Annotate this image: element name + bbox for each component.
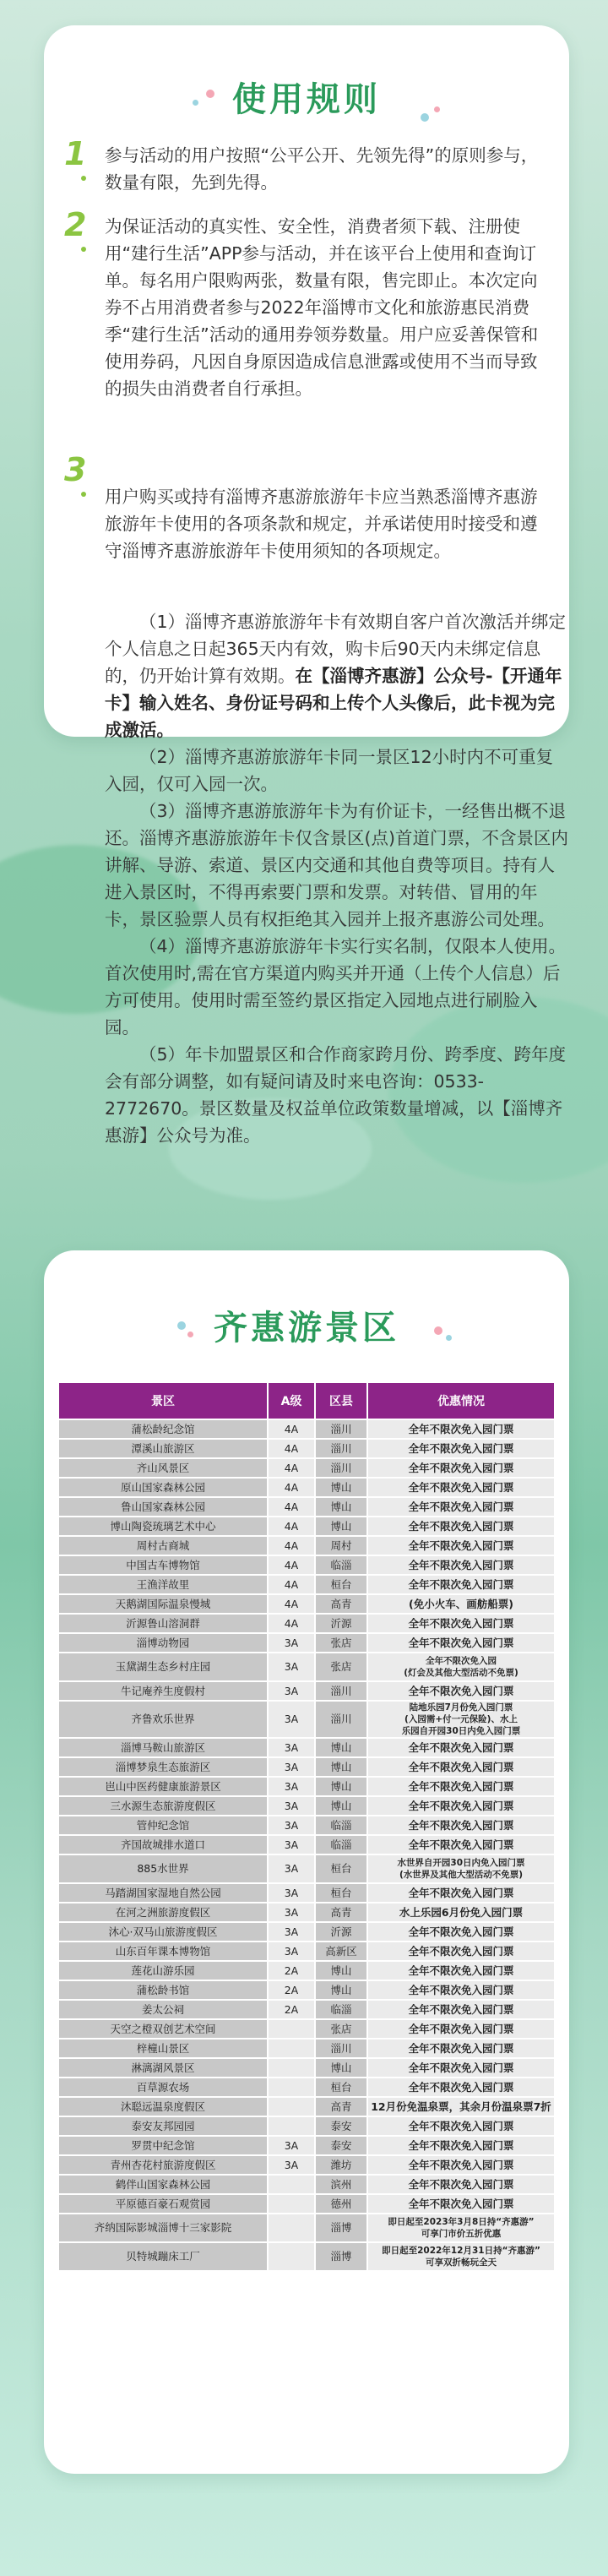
cell-scenic: 齐国故城排水道口 — [58, 1835, 268, 1854]
cell-scenic: 齐山风景区 — [58, 1458, 268, 1478]
table-row — [58, 1536, 555, 1555]
rules-title: 使用规则 — [227, 73, 386, 121]
cell-offer: 全年不限次免入园门票 — [367, 1419, 555, 1439]
rule-3-item-3: （3）淄博齐惠游旅游年卡为有价证卡，一经售出概不退还。淄博齐惠游旅游年卡仅含景区(点)首道门票，不含景区内讲解、导游、索道、景区内交通和其他自费等项目。持有人进入景区时，不得再索要门票和发票。对转借、冒用的年卡，景区验票人员有权拒绝其入园并上报齐惠游公司处理。 — [105, 801, 568, 929]
cell-offer: 全年不限次免入园门票 — [367, 2175, 555, 2194]
cell-grade: 4A — [268, 1536, 315, 1555]
table-row — [58, 1922, 555, 1942]
cell-district: 沂源 — [315, 1614, 367, 1633]
table-row — [58, 2097, 555, 2116]
cell-offer: 全年不限次免入园门票 — [367, 1835, 555, 1854]
table-row — [58, 1478, 555, 1497]
table-row — [58, 2116, 555, 2136]
cell-grade: 3A — [268, 1777, 315, 1796]
cell-scenic: 贝特城蹦床工厂 — [58, 2242, 268, 2271]
cell-grade — [268, 2019, 315, 2039]
cell-offer: 全年不限次免入园门票 — [367, 1439, 555, 1458]
cell-scenic: 原山国家森林公园 — [58, 1478, 268, 1497]
cell-district: 博山 — [315, 1961, 367, 1980]
table-row — [58, 1777, 555, 1796]
cell-scenic: 天鹅湖国际温泉慢城 — [58, 1594, 268, 1614]
cell-grade: 2A — [268, 1961, 315, 1980]
cell-offer: 全年不限次免入园门票 — [367, 2000, 555, 2019]
cell-district: 临淄 — [315, 2000, 367, 2019]
cell-grade — [268, 2194, 315, 2214]
cell-offer: 全年不限次免入园门票 — [367, 1738, 555, 1757]
cell-grade: 4A — [268, 1478, 315, 1497]
cell-offer: 全年不限次免入园门票 — [367, 1555, 555, 1575]
cell-grade: 3A — [268, 1757, 315, 1777]
cell-offer: 全年不限次免入园门票 — [367, 1517, 555, 1536]
decor-dot — [193, 100, 198, 106]
cell-scenic: 蒲松龄纪念馆 — [58, 1419, 268, 1439]
cell-district: 淄川 — [315, 1439, 367, 1458]
cell-district: 德州 — [315, 2194, 367, 2214]
cell-grade: 3A — [268, 1681, 315, 1701]
decor-dot — [187, 1332, 193, 1337]
cell-scenic: 淄博马鞍山旅游区 — [58, 1738, 268, 1757]
cell-scenic: 泰安友邦园园 — [58, 2116, 268, 2136]
table-row — [58, 2039, 555, 2058]
cell-district: 淄川 — [315, 1701, 367, 1738]
cell-district: 淄川 — [315, 1681, 367, 1701]
cell-offer: 全年不限次免入园门票 — [367, 2116, 555, 2136]
table-row — [58, 1816, 555, 1835]
rule-2 — [105, 213, 547, 402]
cell-offer: 全年不限次免入园门票 — [367, 1633, 555, 1653]
table-row — [58, 1854, 555, 1883]
cell-offer: 全年不限次免入园门票 — [367, 1575, 555, 1594]
cell-grade: 2A — [268, 1980, 315, 2000]
cell-grade: 4A — [268, 1458, 315, 1478]
cell-scenic: 三水源生态旅游度假区 — [58, 1796, 268, 1816]
table-row — [58, 1681, 555, 1701]
cell-grade: 4A — [268, 1439, 315, 1458]
cell-district: 淄博 — [315, 2242, 367, 2271]
cell-district: 高青 — [315, 1903, 367, 1922]
cell-district: 淄川 — [315, 1419, 367, 1439]
cell-scenic: 管仲纪念馆 — [58, 1816, 268, 1835]
cell-district: 张店 — [315, 1653, 367, 1681]
cell-grade: 4A — [268, 1575, 315, 1594]
cell-scenic: 牛记庵养生度假村 — [58, 1681, 268, 1701]
decor-dot — [81, 492, 86, 497]
cell-grade: 2A — [268, 2000, 315, 2019]
decor-dot — [81, 176, 86, 181]
table-row — [58, 2242, 555, 2271]
cell-district: 泰安 — [315, 2116, 367, 2136]
table-row — [58, 2194, 555, 2214]
cell-grade: 4A — [268, 1419, 315, 1439]
cell-district: 临淄 — [315, 1816, 367, 1835]
table-row — [58, 2214, 555, 2242]
table-row — [58, 1835, 555, 1854]
scenic-title-wrap — [44, 1301, 569, 1349]
rule-3-text: 用户购买或持有淄博齐惠游旅游年卡应当熟悉淄博齐惠游旅游年卡使用的各项条款和规定，并承诺使用时接受和遵守淄博齐惠游旅游年卡使用须知的各项规定。 — [105, 487, 538, 561]
cell-district: 滨州 — [315, 2175, 367, 2194]
rule-3-item-1: （1）淄博齐惠游旅游年卡有效期自客户首次激活并绑定个人信息之日起365天内有效，购卡后90天内未绑定信息的，仍开始计算有效期。在【淄博齐惠游】公众号-【开通年卡】输入姓名、身份证号码和上传个人头像后，此卡视为完成激活。 — [105, 612, 567, 740]
cell-offer: 水上乐园6月份免入园门票 — [367, 1903, 555, 1922]
cell-offer: 全年不限次免入园门票 — [367, 2039, 555, 2058]
rule-3-item-4: （4）淄博齐惠游旅游年卡实行实名制，仅限本人使用。首次使用时,需在官方渠道内购买并开通（上传个人信息）后方可使用。使用时需至签约景区指定入园地点进行刷脸入园。 — [105, 936, 567, 1037]
rule-number-2: 2 — [64, 206, 87, 243]
table-row — [58, 1980, 555, 2000]
cell-grade: 4A — [268, 1614, 315, 1633]
decor-dot — [206, 90, 214, 98]
cell-grade — [268, 2116, 315, 2136]
rule-1-text: 参与活动的用户按照“公平公开、先领先得”的原则参与，数量有限，先到先得。 — [105, 145, 539, 193]
table-row — [58, 1517, 555, 1536]
decor-dot — [434, 106, 440, 112]
table-row — [58, 1796, 555, 1816]
cell-scenic: 梓橦山景区 — [58, 2039, 268, 2058]
cell-district: 临淄 — [315, 1555, 367, 1575]
scenic-title: 齐惠游景区 — [209, 1301, 404, 1349]
cell-scenic: 淋漓湖风景区 — [58, 2058, 268, 2078]
decor-dot — [81, 247, 86, 252]
cell-scenic: 淄博梦泉生态旅游区 — [58, 1757, 268, 1777]
cell-district: 博山 — [315, 1777, 367, 1796]
scenic-card — [44, 1250, 569, 2474]
cell-grade: 4A — [268, 1555, 315, 1575]
table-row — [58, 1497, 555, 1517]
cell-offer: 全年不限次免入园门票 — [367, 1883, 555, 1903]
cell-district: 临淄 — [315, 1835, 367, 1854]
cell-offer: 全年不限次免入园门票 — [367, 2078, 555, 2097]
table-row — [58, 1738, 555, 1757]
cell-district: 桓台 — [315, 2078, 367, 2097]
cell-scenic: 齐纳国际影城淄博十三家影院 — [58, 2214, 268, 2242]
cell-offer: 即日起至2023年3月8日持“齐惠游” 可享门市价五折优惠 — [367, 2214, 555, 2242]
cell-scenic: 山东百年课本博物馆 — [58, 1942, 268, 1961]
decor-dot — [421, 113, 429, 122]
table-row — [58, 1458, 555, 1478]
cell-grade: 4A — [268, 1497, 315, 1517]
cell-district: 高青 — [315, 1594, 367, 1614]
cell-grade: 3A — [268, 1816, 315, 1835]
cell-offer: 水世界自开园30日内免入园门票 (水世界及其他大型活动不免票) — [367, 1854, 555, 1883]
table-row — [58, 2019, 555, 2039]
cell-offer: 全年不限次免入园门票 — [367, 2136, 555, 2155]
table-row — [58, 1653, 555, 1681]
cell-offer: 全年不限次免入园门票 — [367, 2194, 555, 2214]
cell-scenic: 淄博动物园 — [58, 1633, 268, 1653]
cell-grade: 3A — [268, 1633, 315, 1653]
table-row — [58, 1757, 555, 1777]
table-header-row — [58, 1382, 555, 1419]
cell-offer: 全年不限次免入园门票 — [367, 1922, 555, 1942]
cell-grade: 3A — [268, 1796, 315, 1816]
cell-grade — [268, 2058, 315, 2078]
table-row — [58, 2058, 555, 2078]
cell-district: 博山 — [315, 1497, 367, 1517]
rule-3 — [105, 483, 547, 564]
cell-offer: 全年不限次免入园门票 — [367, 1980, 555, 2000]
rule-number-1: 1 — [64, 135, 87, 172]
table-row — [58, 1942, 555, 1961]
cell-scenic: 莲花山游乐园 — [58, 1961, 268, 1980]
header-district: 区县 — [315, 1382, 367, 1419]
cell-district: 周村 — [315, 1536, 367, 1555]
cell-grade — [268, 2242, 315, 2271]
table-row — [58, 2175, 555, 2194]
table-row — [58, 1594, 555, 1614]
cell-district: 博山 — [315, 1738, 367, 1757]
cell-offer: 全年不限次免入园门票 — [367, 2058, 555, 2078]
cell-district: 张店 — [315, 1633, 367, 1653]
decor-dot — [434, 1326, 442, 1335]
cell-scenic: 蒲松龄书馆 — [58, 1980, 268, 2000]
table-row — [58, 1419, 555, 1439]
cell-scenic: 鹤伴山国家森林公园 — [58, 2175, 268, 2194]
table-row — [58, 1883, 555, 1903]
cell-offer: (免小火车、画舫船票) — [367, 1594, 555, 1614]
table-row — [58, 1614, 555, 1633]
cell-scenic: 齐鲁欢乐世界 — [58, 1701, 268, 1738]
rule-2-text: 为保证活动的真实性、安全性，消费者须下载、注册使用“建行生活”APP参与活动，并在该平台上使用和查询订单。每名用户限购两张，数量有限，售完即止。本次定向券不占用消费者参与2022年淄博市文化和旅游惠民消费季“建行生活”活动的通用券领券数量。用户应妥善保管和使用券码，凡因自身原因造成信息泄露或使用不当而导致的损失由消费者自行承担。 — [105, 216, 539, 399]
cell-grade: 3A — [268, 1942, 315, 1961]
rules-title-wrap — [44, 73, 569, 121]
cell-scenic: 鲁山国家森林公园 — [58, 1497, 268, 1517]
rule-3-details — [105, 608, 569, 1149]
cell-grade: 3A — [268, 2136, 315, 2155]
cell-grade: 3A — [268, 1701, 315, 1738]
cell-offer: 全年不限次免入园门票 — [367, 1757, 555, 1777]
cell-offer: 即日起至2022年12月31日持“齐惠游” 可享双折畅玩全天 — [367, 2242, 555, 2271]
cell-grade: 3A — [268, 1903, 315, 1922]
table-row — [58, 2078, 555, 2097]
cell-offer: 全年不限次免入园门票 — [367, 2019, 555, 2039]
table-row — [58, 1555, 555, 1575]
header-grade: A级 — [268, 1382, 315, 1419]
cell-offer: 12月份免温泉票，其余月份温泉票7折 — [367, 2097, 555, 2116]
cell-grade: 4A — [268, 1594, 315, 1614]
cell-scenic: 在河之洲旅游度假区 — [58, 1903, 268, 1922]
cell-scenic: 沐聪远温泉度假区 — [58, 2097, 268, 2116]
cell-district: 桓台 — [315, 1575, 367, 1594]
cell-district: 博山 — [315, 1757, 367, 1777]
cell-grade — [268, 2175, 315, 2194]
table-row — [58, 2136, 555, 2155]
cell-district: 博山 — [315, 2058, 367, 2078]
header-scenic: 景区 — [58, 1382, 268, 1419]
cell-offer: 全年不限次免入园门票 — [367, 1478, 555, 1497]
cell-district: 博山 — [315, 1478, 367, 1497]
table-row — [58, 1701, 555, 1738]
cell-grade: 4A — [268, 1517, 315, 1536]
cell-offer: 全年不限次免入园门票 — [367, 1681, 555, 1701]
scenic-table — [57, 1381, 556, 2272]
cell-offer: 全年不限次免入园门票 — [367, 1796, 555, 1816]
cell-grade: 3A — [268, 2155, 315, 2175]
cell-scenic: 潭溪山旅游区 — [58, 1439, 268, 1458]
cell-district: 淄博 — [315, 2214, 367, 2242]
cell-district: 博山 — [315, 1980, 367, 2000]
cell-grade: 3A — [268, 1835, 315, 1854]
cell-offer: 全年不限次免入园门票 — [367, 1497, 555, 1517]
rule-3-item-2: （2）淄博齐惠游旅游年卡同一景区12小时内不可重复入园，仅可入园一次。 — [105, 747, 554, 794]
cell-offer: 全年不限次免入园门票 — [367, 2155, 555, 2175]
cell-offer: 全年不限次免入园门票 — [367, 1536, 555, 1555]
header-offer: 优惠情况 — [367, 1382, 555, 1419]
cell-district: 淄川 — [315, 1458, 367, 1478]
cell-grade: 3A — [268, 1922, 315, 1942]
decor-dot — [446, 1335, 452, 1341]
cell-offer: 全年不限次免入园门票 — [367, 1458, 555, 1478]
cell-scenic: 沐心·双马山旅游度假区 — [58, 1922, 268, 1942]
cell-offer: 全年不限次免入园门票 — [367, 1961, 555, 1980]
cell-district: 博山 — [315, 1517, 367, 1536]
cell-district: 泰安 — [315, 2136, 367, 2155]
cell-district: 张店 — [315, 2019, 367, 2039]
cell-offer: 全年不限次免入园 (灯会及其他大型活动不免票) — [367, 1653, 555, 1681]
cell-district: 沂源 — [315, 1922, 367, 1942]
table-row — [58, 1903, 555, 1922]
cell-scenic: 姜太公祠 — [58, 2000, 268, 2019]
cell-grade — [268, 2214, 315, 2242]
table-row — [58, 2155, 555, 2175]
cell-scenic: 百草源农场 — [58, 2078, 268, 2097]
cell-scenic: 青州杏花村旅游度假区 — [58, 2155, 268, 2175]
cell-scenic: 王渔洋故里 — [58, 1575, 268, 1594]
rule-number-3: 3 — [64, 451, 87, 488]
cell-scenic: 885水世界 — [58, 1854, 268, 1883]
cell-district: 高青 — [315, 2097, 367, 2116]
cell-scenic: 玉黛湖生态乡村庄园 — [58, 1653, 268, 1681]
cell-grade — [268, 2039, 315, 2058]
cell-district: 高新区 — [315, 1942, 367, 1961]
cell-grade — [268, 2078, 315, 2097]
cell-district: 博山 — [315, 1796, 367, 1816]
cell-scenic: 马踏湖国家湿地自然公园 — [58, 1883, 268, 1903]
table-row — [58, 2000, 555, 2019]
cell-scenic: 周村古商城 — [58, 1536, 268, 1555]
cell-district: 潍坊 — [315, 2155, 367, 2175]
cell-district: 桓台 — [315, 1854, 367, 1883]
cell-grade — [268, 2097, 315, 2116]
table-row — [58, 1439, 555, 1458]
cell-grade: 3A — [268, 1738, 315, 1757]
cell-scenic: 天空之橙双创艺术空间 — [58, 2019, 268, 2039]
cell-scenic: 沂源鲁山溶洞群 — [58, 1614, 268, 1633]
cell-scenic: 罗贯中纪念馆 — [58, 2136, 268, 2155]
table-row — [58, 1575, 555, 1594]
rule-1 — [105, 142, 547, 196]
decor-dot — [177, 1321, 186, 1330]
cell-offer: 陆地乐园7月份免入园门票 (入园需+付一元保险)、水上 乐园自开园30日内免入园门票 — [367, 1701, 555, 1738]
cell-scenic: 博山陶瓷琉璃艺术中心 — [58, 1517, 268, 1536]
cell-offer: 全年不限次免入园门票 — [367, 1942, 555, 1961]
cell-grade: 3A — [268, 1854, 315, 1883]
cell-district: 淄川 — [315, 2039, 367, 2058]
table-row — [58, 1961, 555, 1980]
cell-offer: 全年不限次免入园门票 — [367, 1777, 555, 1796]
cell-grade: 3A — [268, 1883, 315, 1903]
cell-district: 桓台 — [315, 1883, 367, 1903]
cell-scenic: 平原德百豪石观赏园 — [58, 2194, 268, 2214]
cell-offer: 全年不限次免入园门票 — [367, 1614, 555, 1633]
cell-scenic: 中国古车博物馆 — [58, 1555, 268, 1575]
cell-grade: 3A — [268, 1653, 315, 1681]
cell-offer: 全年不限次免入园门票 — [367, 1816, 555, 1835]
table-row — [58, 1633, 555, 1653]
cell-scenic: 岜山中医药健康旅游景区 — [58, 1777, 268, 1796]
rule-3-item-5: （5）年卡加盟景区和合作商家跨月份、跨季度、跨年度会有部分调整，如有疑问请及时来电咨询：0533-2772670。景区数量及权益单位政策数量增减，以【淄博齐惠游】公众号为准。 — [105, 1044, 567, 1146]
